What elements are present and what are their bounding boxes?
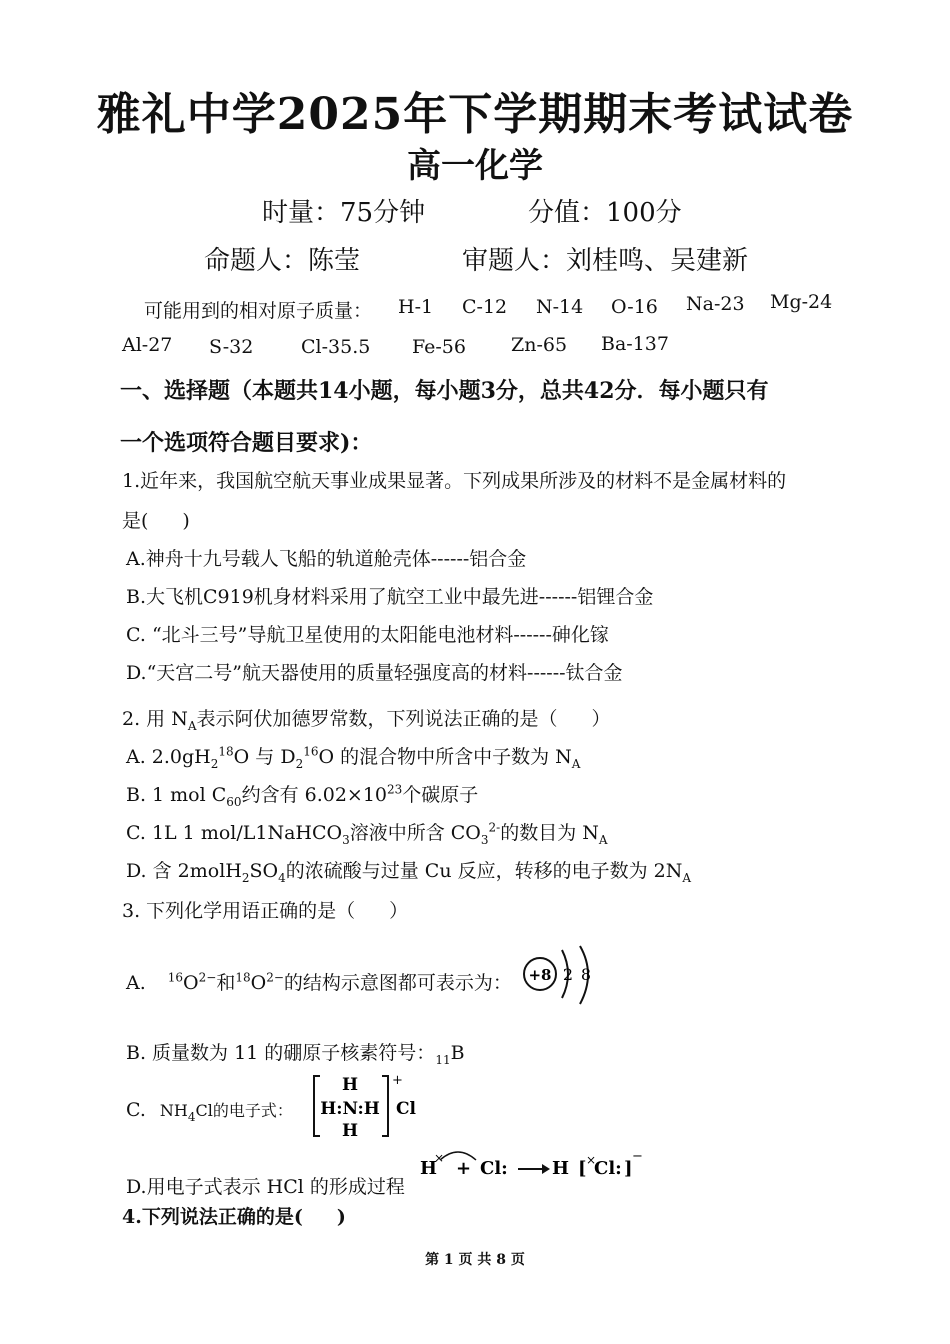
question-1-stem-cont: 是( ) xyxy=(122,510,190,532)
atomic-mass-item: Ba-137 xyxy=(601,333,669,355)
product-hydrogen: H xyxy=(552,1158,570,1179)
atomic-mass-item: Mg-24 xyxy=(770,291,833,313)
ammonium-chloride-electron-formula xyxy=(310,1072,430,1142)
section-heading-cont: 一个选项符合题目要求)： xyxy=(120,430,373,456)
author-label: 命题人：陈莹 xyxy=(204,246,361,276)
question-3-option-a: A. $^{16}O^{2-}$和$^{18}O^{2-}$的结构示意图都可表示为： xyxy=(126,970,512,994)
product-chlorine: Cl: xyxy=(594,1158,622,1179)
question-2-option-d: D. 含 $2molH_2SO_4$的浓硫酸与过量 Cu 反应，转移的电子数为 $2N_A$ xyxy=(126,860,692,885)
exam-title: 雅礼中学2025年下学期期末考试试卷 xyxy=(96,89,854,140)
question-2-option-c: C. 1L 1 mol/L1NaHCO$_3$溶液中所含 $CO_3^{2-}$的数目为 $N_A$ xyxy=(126,820,608,847)
question-2-stem: 2. 用 $N_A$表示阿伏加德罗常数，下列说法正确的是（ ） xyxy=(122,708,611,733)
nucleus-charge: +8 xyxy=(528,966,552,984)
product-bracket: [ xyxy=(578,1158,587,1179)
shell-1-count: 2 xyxy=(562,965,574,984)
question-3-option-d: D.用电子式表示 HCl 的形成过程 xyxy=(126,1176,405,1198)
atomic-mass-item: S-32 xyxy=(209,336,254,358)
question-4-stem: 4.下列说法正确的是( ) xyxy=(122,1206,346,1228)
atomic-mass-item: Zn-65 xyxy=(511,334,568,356)
hydrogen-electron: × xyxy=(434,1151,445,1165)
atomic-mass-intro: 可能用到的相对原子质量： xyxy=(144,300,373,322)
question-1-stem: 1.近年来，我国航空航天事业成果显著。下列成果所涉及的材料不是金属材料的 xyxy=(122,470,787,492)
question-2-option-a: A. $2.0gH_2^{18}O$ 与 $D_2^{16}O$ 的混合物中所含中子数为 $N_A$ xyxy=(126,744,581,771)
oxide-ion-structure-diagram xyxy=(518,942,608,1012)
question-3-stem: 3. 下列化学用语正确的是（ ） xyxy=(122,900,409,922)
question-3-option-c: C. $NH_4Cl$的电子式： xyxy=(126,1099,293,1124)
question-1-option-c: C. “北斗三号”导航卫星使用的太阳能电池材料------砷化镓 xyxy=(126,624,609,646)
product-electron: × xyxy=(586,1153,597,1167)
question-2-option-b: B. 1 mol $C_{60}$约含有 $6.02\times 10^{23}$个碳原子 xyxy=(126,782,479,809)
reviewer-label: 审题人：刘桂鸣、吴建新 xyxy=(462,246,749,276)
question-1-option-d: D.“天宫二号”航天器使用的质量轻强度高的材料------钛合金 xyxy=(126,662,623,684)
page-number: 第 1 页 共 8 页 xyxy=(425,1252,525,1268)
chloride: Cl xyxy=(396,1099,416,1119)
question-3-option-b: B. 质量数为 11 的硼原子核素符号：$_{11}$B xyxy=(126,1042,465,1067)
atomic-mass-item: Al-27 xyxy=(122,334,173,356)
reactant-chlorine: Cl: xyxy=(480,1158,508,1179)
question-1-option-b: B.大飞机C919机身材料采用了航空工业中最先进------铝锂合金 xyxy=(126,586,654,608)
reactant-hydrogen: H xyxy=(420,1158,438,1179)
time-label: 时量：75分钟 xyxy=(262,198,426,228)
atomic-mass-item: O-16 xyxy=(611,296,658,318)
product-bracket-end: ] xyxy=(624,1158,633,1179)
atomic-mass-item: C-12 xyxy=(462,296,508,318)
question-1-option-a: A.神舟十九号载人飞船的轨道舱壳体------铝合金 xyxy=(126,548,527,570)
section-heading: 一、选择题（本题共14小题，每小题3分，总共42分．每小题只有 xyxy=(120,378,769,404)
atomic-mass-item: Cl-35.5 xyxy=(301,336,371,358)
product-charge: − xyxy=(632,1149,643,1164)
atomic-mass-item: H-1 xyxy=(398,296,434,318)
hcl-formation-diagram xyxy=(418,1142,648,1192)
reaction-arrow-head xyxy=(542,1164,550,1174)
top-hydrogen: H xyxy=(341,1075,359,1095)
atomic-mass-item: Na-23 xyxy=(686,293,745,315)
plus-sign: + xyxy=(456,1158,472,1179)
bracket-left xyxy=(314,1076,320,1136)
bottom-hydrogen: H xyxy=(341,1121,359,1141)
atomic-mass-item: N-14 xyxy=(536,296,584,318)
middle-row: H:N:H xyxy=(320,1099,380,1119)
cation-charge: + xyxy=(392,1073,403,1088)
score-label: 分值：100分 xyxy=(528,198,682,228)
atomic-mass-item: Fe-56 xyxy=(412,336,466,358)
bracket-right xyxy=(382,1076,388,1136)
exam-subject: 高一化学 xyxy=(407,146,543,186)
shell-2-count: 8 xyxy=(580,965,592,984)
